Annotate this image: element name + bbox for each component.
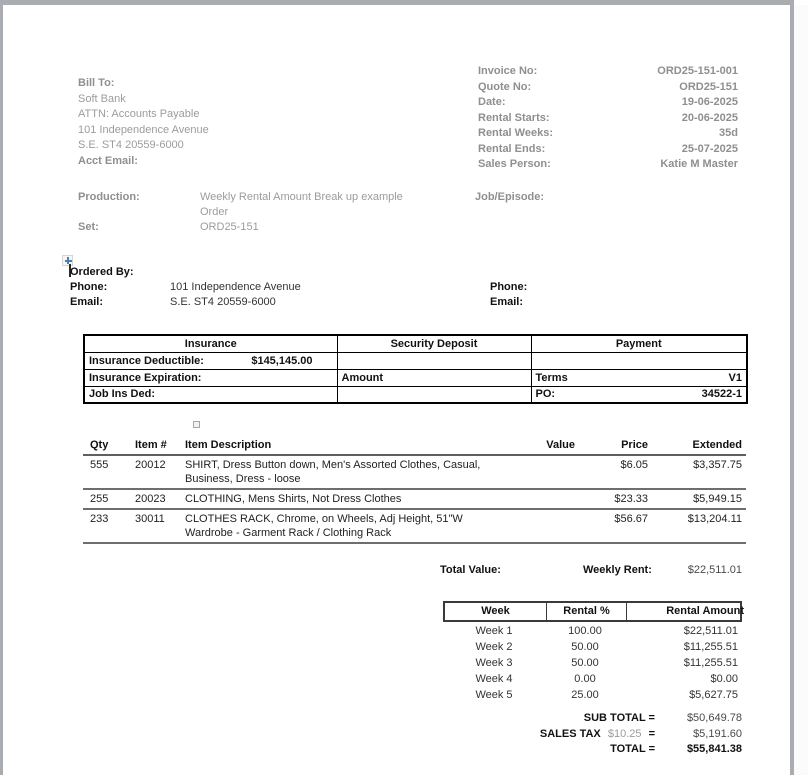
insurance-table-header-row <box>84 335 747 352</box>
production-value-line2: Order <box>200 206 229 218</box>
bill-to-label: Bill To: <box>78 77 115 89</box>
sales-tax-label-group <box>430 727 655 743</box>
week-header: Week <box>445 603 547 620</box>
payment-header: Payment <box>531 335 747 352</box>
week-name: Week 5 <box>475 689 513 701</box>
item-description <box>183 512 495 540</box>
item-value <box>495 458 575 486</box>
phone-value: 101 Independence Avenue <box>170 281 301 293</box>
week-row <box>443 670 742 686</box>
week-row <box>443 654 742 670</box>
extended-header: Extended <box>692 439 742 451</box>
sales-tax-value: $5,191.60 <box>693 727 742 740</box>
item-description-line1: CLOTHES RACK, Chrome, on Wheels, Adj Height, 51"W <box>185 513 463 525</box>
production-label: Production: <box>78 191 140 203</box>
bill-to-address2: S.E. ST4 20559-6000 <box>78 139 184 152</box>
total-value: $55,841.38 <box>686 743 742 755</box>
week-row <box>443 622 742 638</box>
job-ins-ded-label: Job Ins Ded: <box>84 386 337 403</box>
page-frame-top <box>0 0 794 5</box>
item-description-line2: Business, Dress - loose <box>185 473 301 485</box>
insurance-expiration-row <box>84 369 747 386</box>
invoice-info-row <box>478 80 738 96</box>
sub-total-label: SUB TOTAL = <box>583 712 655 724</box>
security-deposit-empty-cell2 <box>337 386 531 403</box>
set-label: Set: <box>78 221 99 233</box>
total-value-label: Total Value: <box>440 564 501 576</box>
phone-label: Phone: <box>70 281 108 293</box>
insurance-payment-table <box>83 334 748 404</box>
page-frame-left <box>0 0 3 775</box>
weekly-breakdown-table <box>443 601 742 702</box>
invoice-info-value: 20-06-2025 <box>681 111 738 124</box>
amount-label: Amount <box>337 369 531 386</box>
invoice-info-row <box>478 142 738 158</box>
total-row <box>430 742 742 758</box>
item-price: $23.33 <box>614 493 648 505</box>
sales-tax-label: SALES TAX <box>539 727 601 740</box>
object-anchor-icon <box>193 421 200 428</box>
item-description-line2: Wardrobe - Garment Rack / Clothing Rack <box>185 527 392 539</box>
bill-to-company: Soft Bank <box>78 92 126 105</box>
items-header-row <box>83 438 746 456</box>
item-price: $56.67 <box>614 513 648 525</box>
ordered-by-label: Ordered By: <box>70 266 134 278</box>
invoice-info-label: Rental Weeks: <box>478 127 553 140</box>
week-rental-amount: $0.00 <box>710 673 738 685</box>
week-rental-pct: 50.00 <box>571 641 599 653</box>
item-extended: $3,357.75 <box>693 459 742 471</box>
price-header: Price <box>621 439 648 451</box>
week-rental-amount: $5,627.75 <box>689 689 738 701</box>
item-number: 20012 <box>135 459 166 471</box>
terms-label: Terms <box>535 371 568 384</box>
invoice-info-value: 19-06-2025 <box>681 96 738 109</box>
invoice-info-label: Rental Starts: <box>478 111 550 124</box>
invoice-info-value: ORD25-151-001 <box>657 65 738 77</box>
invoice-info-row <box>478 111 738 127</box>
item-number: 30011 <box>135 513 165 525</box>
sales-tax-equals: = <box>648 727 655 740</box>
invoice-info-row <box>478 157 738 173</box>
week-name: Week 4 <box>475 673 513 685</box>
sales-tax-rate: $10.25 <box>607 727 642 740</box>
week-rental-amount: $11,255.51 <box>683 657 738 669</box>
rental-pct-header: Rental % <box>547 603 627 620</box>
production-value <box>200 190 450 220</box>
week-rental-pct: 25.00 <box>571 689 599 701</box>
sub-total-row <box>430 711 742 727</box>
item-number: 20023 <box>135 493 166 505</box>
item-description-line1: CLOTHING, Mens Shirts, Not Dress Clothes <box>185 493 402 505</box>
invoice-info-block <box>478 64 738 173</box>
invoice-info-row <box>478 95 738 111</box>
item-price: $6.05 <box>620 459 648 471</box>
handle-plus-horizontal <box>65 260 72 262</box>
invoice-info-label: Date: <box>478 96 506 109</box>
email2-label: Email: <box>490 296 524 308</box>
week-rental-pct: 0.00 <box>574 673 596 685</box>
week-name: Week 3 <box>475 657 513 669</box>
week-table-header-row <box>443 601 742 622</box>
week-rental-pct: 100.00 <box>568 625 602 637</box>
invoice-info-row <box>478 64 738 80</box>
job-ins-ded-row <box>84 386 747 403</box>
bill-to-attn: ATTN: Accounts Payable <box>78 108 200 121</box>
security-deposit-empty-cell <box>337 352 531 369</box>
insurance-deductible-label: Insurance Deductible: <box>89 354 204 367</box>
invoice-info-row <box>478 126 738 142</box>
payment-empty-cell <box>531 352 747 369</box>
weekly-rent-line <box>0 564 808 580</box>
week-rental-amount: $11,255.51 <box>683 641 738 653</box>
job-episode-label: Job/Episode: <box>475 191 545 203</box>
table-move-handle-icon[interactable] <box>62 255 73 266</box>
item-description <box>183 492 495 506</box>
ordered-by-email-row <box>70 296 750 308</box>
item-row <box>83 456 746 490</box>
po-value: 34522-1 <box>701 388 742 401</box>
terms-value: V1 <box>728 371 742 384</box>
set-value: ORD25-151 <box>200 221 259 233</box>
item-value <box>495 512 575 540</box>
item-value <box>495 492 575 506</box>
invoice-info-label: Quote No: <box>478 80 532 93</box>
insurance-expiration-label: Insurance Expiration: <box>84 369 337 386</box>
item-row <box>83 510 746 544</box>
invoice-info-value: 25-07-2025 <box>681 142 738 155</box>
total-label: TOTAL = <box>610 743 655 755</box>
invoice-info-value: ORD25-151 <box>679 80 738 93</box>
item-row <box>83 490 746 510</box>
qty-header: Qty <box>90 439 109 451</box>
sub-total-value: $50,649.78 <box>686 712 742 724</box>
phone2-label: Phone: <box>490 281 528 293</box>
item-number-header: Item # <box>135 439 167 451</box>
invoice-info-label: Sales Person: <box>478 158 551 171</box>
production-value-line1: Weekly Rental Amount Break up example <box>200 191 403 203</box>
insurance-header: Insurance <box>84 335 337 352</box>
sales-tax-row <box>430 727 742 743</box>
invoice-info-label: Invoice No: <box>478 65 538 77</box>
po-label: PO: <box>535 388 556 401</box>
ordered-by-phone-row <box>70 281 750 293</box>
invoice-info-value: 35d <box>719 127 738 140</box>
grand-totals-block <box>430 711 742 758</box>
invoice-info-label: Rental Ends: <box>478 142 546 155</box>
bill-to-address1: 101 Independence Avenue <box>78 123 209 136</box>
invoice-info-value: Katie M Master <box>660 158 738 171</box>
insurance-deductible-value: $145,145.00 <box>251 354 313 367</box>
bill-to-block <box>78 76 398 170</box>
line-items-table <box>83 438 746 544</box>
weekly-rent-label: Weekly Rent: <box>583 564 652 576</box>
week-name: Week 1 <box>475 625 513 637</box>
weekly-rent-value: $22,511.01 <box>687 564 742 576</box>
item-qty: 255 <box>90 493 109 505</box>
value-header: Value <box>546 439 575 451</box>
acct-email-label: Acct Email: <box>78 154 138 167</box>
email-label: Email: <box>70 296 104 308</box>
item-description-header: Item Description <box>185 439 272 451</box>
item-extended: $13,204.11 <box>687 513 742 525</box>
page-margin-area <box>794 5 808 775</box>
insurance-deductible-row <box>84 352 747 369</box>
rental-amount-header: Rental Amount <box>666 605 744 617</box>
security-deposit-header: Security Deposit <box>337 335 531 352</box>
email-value: S.E. ST4 20559-6000 <box>170 296 276 308</box>
week-row <box>443 686 742 702</box>
week-rental-amount: $22,511.01 <box>683 625 738 637</box>
item-description <box>183 458 495 486</box>
item-extended: $5,949.15 <box>693 493 742 505</box>
item-description-line1: SHIRT, Dress Button down, Men's Assorted Clothes, Casual, <box>185 459 481 471</box>
week-rental-pct: 50.00 <box>571 657 599 669</box>
item-qty: 555 <box>90 459 109 471</box>
week-row <box>443 638 742 654</box>
item-qty: 233 <box>90 513 109 525</box>
week-name: Week 2 <box>475 641 513 653</box>
